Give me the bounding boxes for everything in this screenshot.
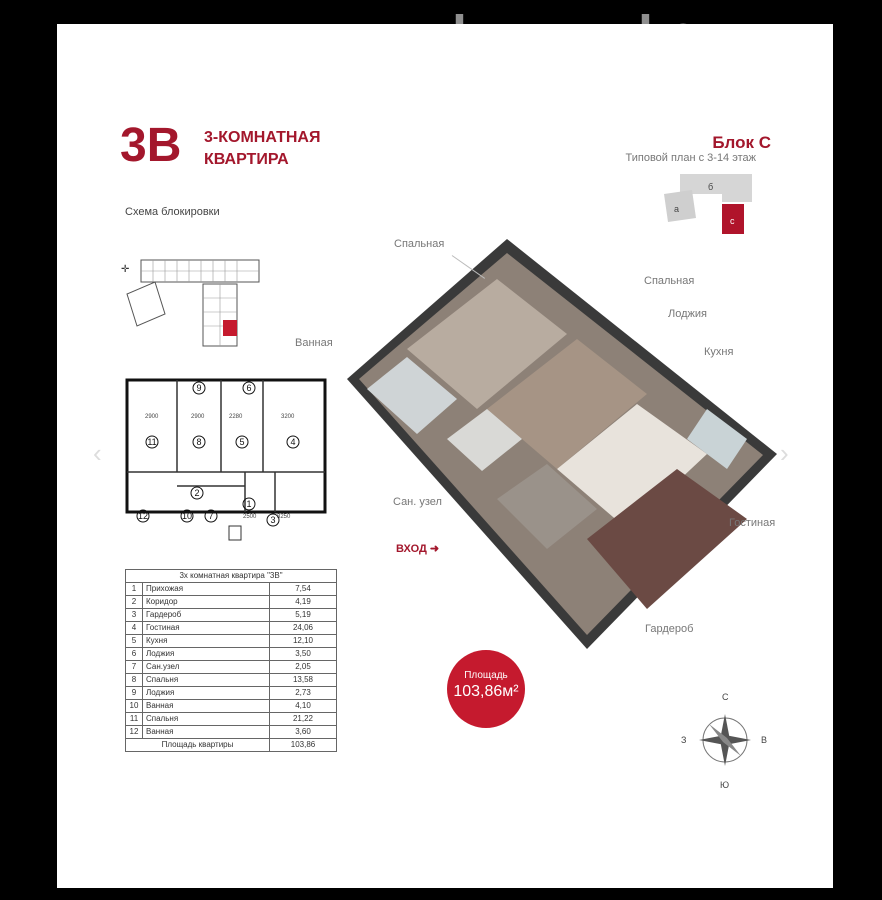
table-cell-area: 24,06 (270, 622, 337, 635)
scheme-title: Схема блокировки (125, 206, 220, 218)
table-cell-name: Гостиная (143, 622, 270, 635)
arrow-right-icon: ➜ (429, 543, 440, 555)
block-title: Блок С (712, 133, 771, 152)
table-row (126, 609, 337, 622)
room-number: 1 (246, 499, 252, 509)
block-subtitle: Типовой план с 3-14 этаж (625, 152, 756, 164)
table-cell-name: Спальня (143, 674, 270, 687)
table-row (126, 713, 337, 726)
table-cell-area: 3,60 (270, 726, 337, 739)
table-row (126, 674, 337, 687)
table-cell-area: 13,58 (270, 674, 337, 687)
entrance-text: ВХОД (396, 543, 427, 555)
table-row (126, 622, 337, 635)
compass-east: В (761, 735, 768, 745)
area-badge (447, 650, 525, 728)
table-cell-area: 12,10 (270, 635, 337, 648)
dim-label: 3250 (277, 514, 291, 520)
block-map (662, 172, 762, 244)
table-row (126, 700, 337, 713)
table-cell-name: Сан.узел (143, 661, 270, 674)
table-cell-n: 10 (126, 700, 143, 713)
compass-west: З (681, 735, 687, 745)
table-cell-name: Ванная (143, 700, 270, 713)
floor-plan-2d (125, 376, 330, 541)
label-wc: Сан. узел (393, 496, 442, 508)
compass-north: С (722, 692, 729, 702)
block-a-label: а (674, 204, 680, 214)
room-number: 6 (246, 383, 252, 393)
room-number: 5 (239, 437, 245, 447)
entrance-label (396, 542, 439, 555)
table-cell-n: 9 (126, 687, 143, 700)
table-cell-n: 4 (126, 622, 143, 635)
table-cell-n: 7 (126, 661, 143, 674)
table-cell-area: 5,19 (270, 609, 337, 622)
area-badge-value: 103,86м² (453, 683, 519, 700)
scheme-map (119, 254, 269, 354)
dim-label: 3200 (281, 414, 295, 420)
rooms-table (125, 569, 337, 752)
label-bedroom-right: Спальная (644, 275, 695, 287)
room-number: 10 (181, 511, 193, 521)
table-cell-area: 2,73 (270, 687, 337, 700)
table-cell-area: 3,50 (270, 648, 337, 661)
scheme-block-left (127, 282, 165, 326)
table-cell-area: 2,05 (270, 661, 337, 674)
table-row (126, 648, 337, 661)
table-row (126, 661, 337, 674)
label-bedroom-top: Спальная (394, 238, 445, 250)
label-wardrobe: Гардероб (645, 623, 694, 635)
table-cell-n: 12 (126, 726, 143, 739)
table-cell-area: 4,19 (270, 596, 337, 609)
north-arrow-icon: ✛ (121, 264, 130, 275)
compass-rose (677, 688, 773, 792)
dim-label: 2900 (191, 414, 205, 420)
room-number: 8 (196, 437, 202, 447)
table-cell-name: Коридор (143, 596, 270, 609)
table-total-label: Площадь квартиры (126, 739, 270, 752)
table-cell-n: 11 (126, 713, 143, 726)
area-badge-label: Площадь (464, 670, 508, 681)
room-number: 2 (194, 488, 200, 498)
room-number: 7 (208, 511, 214, 521)
table-row (126, 726, 337, 739)
table-cell-n: 1 (126, 583, 143, 596)
room-number: 4 (290, 437, 296, 447)
table-total-value: 103,86 (270, 739, 337, 752)
chevron-left-icon[interactable]: ‹ (93, 438, 102, 468)
apartment-title (204, 127, 320, 171)
table-cell-n: 8 (126, 674, 143, 687)
room-number: 3 (270, 515, 276, 525)
label-kitchen: Кухня (704, 346, 734, 358)
room-number: 11 (147, 437, 157, 447)
dim-label: 2900 (145, 414, 159, 420)
apartment-title-line2: КВАРТИРА (204, 151, 289, 168)
table-cell-name: Кухня (143, 635, 270, 648)
table-cell-name: Ванная (143, 726, 270, 739)
scheme-highlight (223, 320, 237, 336)
table-cell-area: 7,54 (270, 583, 337, 596)
dim-label: 2280 (229, 414, 243, 420)
table-row (126, 596, 337, 609)
label-bathroom: Ванная (295, 337, 333, 349)
table-cell-area: 4,10 (270, 700, 337, 713)
table-cell-name: Гардероб (143, 609, 270, 622)
table-cell-name: Прихожая (143, 583, 270, 596)
label-loggia: Лоджия (668, 308, 707, 320)
floor-plan-3d (347, 239, 787, 649)
chevron-right-icon[interactable]: › (780, 438, 789, 468)
table-cell-n: 3 (126, 609, 143, 622)
entrance-door (229, 526, 241, 540)
table-header: 3х комнатная квартира "3В" (126, 570, 337, 583)
compass-south: Ю (720, 780, 730, 790)
brochure-page (57, 24, 833, 888)
table-cell-name: Лоджия (143, 648, 270, 661)
table-row (126, 687, 337, 700)
table-cell-name: Спальня (143, 713, 270, 726)
label-living: Гостиная (729, 517, 776, 529)
room-number: 12 (137, 511, 149, 521)
block-a-shape (664, 190, 696, 222)
room-number: 9 (196, 383, 202, 393)
table-row (126, 583, 337, 596)
table-cell-n: 6 (126, 648, 143, 661)
block-b-label: б (708, 182, 714, 192)
table-total-row (126, 739, 337, 752)
table-cell-n: 2 (126, 596, 143, 609)
table-cell-name: Лоджия (143, 687, 270, 700)
dim-label: 2500 (243, 514, 257, 520)
table-row (126, 635, 337, 648)
rooms-table-body (126, 583, 337, 739)
table-cell-n: 5 (126, 635, 143, 648)
apartment-code: 3B (120, 119, 182, 172)
block-c-label: с (730, 216, 735, 226)
apartment-title-line1: 3-КОМНАТНАЯ (204, 129, 321, 146)
table-cell-area: 21,22 (270, 713, 337, 726)
